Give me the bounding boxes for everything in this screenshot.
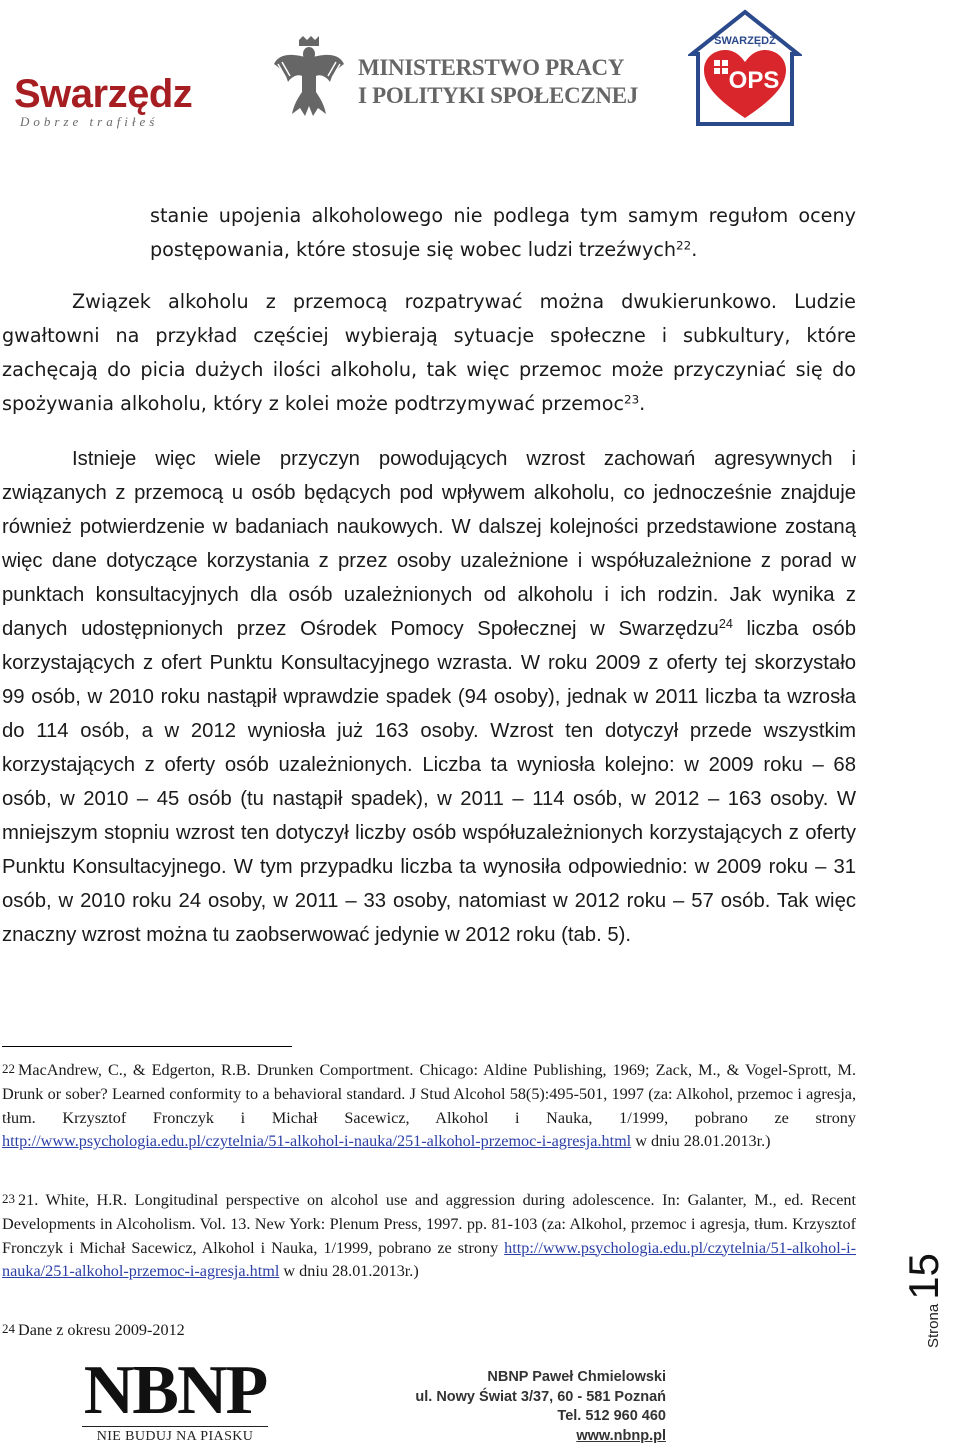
ops-logo-letters: OPS [728,67,780,94]
footnote-22 [2,1057,856,1154]
footnote-24-number: 24 [2,1321,15,1336]
footer-company-name: NBNP Paweł Chmielowski [487,1369,666,1385]
footnote-ref-23: 23 [624,392,640,407]
paragraph-statistics-text-b: liczba osób korzystających z ofert Punktu Konsultacyjnego wzrasta. W roku 2009 z oferty tej skorzystało 99 osób, w 2010 roku nastąpił wprawdzie spadek (94 osoby), jednak w 2011 liczba ta wzrosła do 114 osób, a w 2012 wyniosła już 163 osoby. Wzrost ten dotyczył przede wszystkim korzystających z oferty osób uzależnionych. Liczba ta wyniosła kolejno: w 2009 roku – 68 osób, w 2010 – 45 osób (tu nastąpił spadek), w 2011 – 114 osób, w 2012 – 163 osoby. W mniejszym stopniu wzrost ten dotyczył liczby osób współuzależnionych korzystających z oferty Punktu Konsultacyjnego. W tym przypadku liczba ta wynosiła odpowiednio: w 2009 roku – 31 osób, w 2010 roku 24 osoby, w 2011 – 33 osoby, natomiast w 2012 roku – 57 osób. Tak więc znaczny wzrost można tu zaobserwować jedynie w 2012 roku (tab. 5). [2,618,856,946]
footer-contact [360,1368,666,1446]
footer-address: ul. Nowy Świat 3/37, 60 - 581 Poznań [415,1388,666,1405]
swarzedz-logo-wordmark: Swarzędz [14,72,193,116]
page-number: 15 [900,1253,947,1300]
footnote-22-number: 22 [2,1061,15,1076]
nbnp-logo-letters: NBNP [83,1352,267,1429]
footer-website-link[interactable]: www.nbnp.pl [576,1427,666,1444]
footer-phone: Tel. 512 960 460 [557,1408,666,1424]
footnote-22-text: MacAndrew, C., & Edgerton, R.B. Drunken Comportment. Chicago: Aldine Publishing, 1969; Zack, M., & Vogel-Sprott, M. Drunk or sober? Learned conformity to a behavioral standard. J Stud Alcohol 58(5):495-501, 1997 (za: Alkohol, przemoc i agresja, tłum. Krzysztof Fronczyk i Michał Sacewicz, Alkohol i Nauka, 1/1999, pobrano ze strony [2,1060,856,1127]
ops-logo-top-text: SWARZĘDZ [714,35,776,47]
footnote-22-after: w dniu 28.01.2013r.) [631,1132,771,1151]
ops-house-heart-logo-icon [688,8,802,128]
footnote-23-after: w dniu 28.01.2013r.) [279,1262,419,1281]
footnote-24 [2,1317,856,1343]
swarzedz-logo-tagline: Dobrze trafiłeś [20,114,159,129]
nbnp-logo [80,1354,270,1446]
footnote-separator [2,1046,292,1047]
ministry-logo-text [358,54,638,110]
paragraph-intro-text: stanie upojenia alkoholowego nie podlega tym samym regułom oceny postępowania, które stosuje się wobec ludzi trzeźwych [150,204,856,261]
footnote-23-text: 21. White, H.R. Longitudinal perspective on alcohol use and aggression during adolescence. In: Galanter, M., ed. Recent Developments in Alcoholism. Vol. 13. New York: Plenum Press, 1997. pp. 81-103 (za: Alkohol, przemoc i agresja, tłum. Krzysztof Fronczyk i Michał Sacewicz, Alkohol i Nauka, 1/1999, pobrano ze strony [2,1190,856,1257]
paragraph-alcohol-violence-text: Związek alkoholu z przemocą rozpatrywać można dwukierunkowo. Ludzie gwałtowni na przykład częściej wybierają sytuacje społeczne i subkultury, które zachęcają do picia dużych ilości alkoholu, tak więc przemoc może przyczyniać się do spożywania alkoholu, który z kolei może podtrzymywać przemoc [2,290,856,415]
footnote-ref-22: 22 [676,238,692,253]
footnote-23-number: 23 [2,1191,15,1206]
footnote-24-text: Dane z okresu 2009-2012 [18,1320,185,1339]
page-label: Strona [925,1303,942,1348]
paragraph-alcohol-violence [2,285,856,421]
paragraph-alcohol-violence-end: . [639,392,646,415]
paragraph-statistics [2,442,856,952]
ministry-line-2: I POLITYKI SPOŁECZNEJ [358,83,638,108]
nbnp-logo-motto: NIE BUDUJ NA PIASKU [82,1426,268,1445]
footnote-22-link[interactable]: http://www.psychologia.edu.pl/czytelnia/51-alkohol-i-nauka/251-alkohol-przemoc-i-agresja.html [2,1132,632,1151]
footnote-23 [2,1187,856,1284]
swarzedz-logo [10,66,210,132]
footnote-ref-24: 24 [718,617,733,632]
paragraph-statistics-text-a: Istnieje więc wiele przyczyn powodujących wzrost zachowań agresywnych i związanych z przemocą u osób będących pod wpływem alkoholu, co jednocześnie znajduje również potwierdzenie w badaniach naukowych. W dalszej kolejności przedstawione zostaną więc dane dotyczące korzystania z przez osoby uzależnione i współuzależnione z porad w punktach konsultacyjnych dla osób uzależnionych od alkoholu i ich rodzin. Jak wynika z danych udostępnionych przez Ośrodek Pomocy Społecznej w Swarzędzu [2,448,856,640]
paragraph-intro-end: . [691,238,698,261]
page-number-rotated [900,1253,948,1348]
polish-eagle-emblem-icon [272,34,346,118]
ministry-line-1: MINISTERSTWO PRACY [358,55,625,80]
page-number-sidebar [900,1230,960,1360]
footnote-23-link[interactable]: http://www.psychologia.edu.pl/czytelnia/51-alkohol-i-nauka/251-alkohol-przemoc-i-agresja.html [2,1238,856,1281]
paragraph-intro [150,199,856,267]
